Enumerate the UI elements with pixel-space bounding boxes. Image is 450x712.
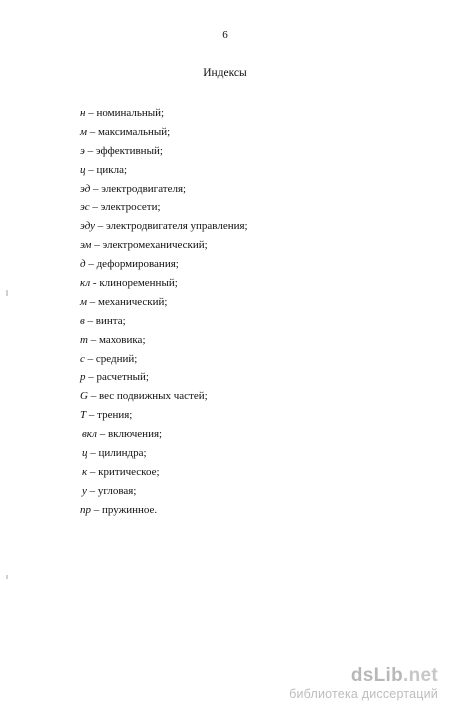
index-symbol: д	[80, 258, 86, 271]
index-description: – электромеханический;	[91, 239, 208, 252]
page-number: 6	[222, 29, 228, 41]
index-item	[80, 123, 380, 142]
index-description: – трения;	[86, 409, 133, 422]
index-symbol: м	[80, 295, 88, 308]
watermark-logo-main: dsLib	[350, 665, 404, 686]
index-item	[80, 217, 380, 236]
watermark-logo-tld: .net	[403, 665, 438, 686]
index-description: – винта;	[84, 314, 126, 327]
index-item	[80, 274, 380, 293]
index-item	[80, 387, 380, 406]
index-description: – цилиндра;	[87, 447, 147, 460]
index-symbol: пр	[80, 503, 91, 516]
index-description: – вес подвижных частей;	[87, 390, 208, 403]
index-symbol: кл	[80, 277, 91, 290]
index-description: – маховика;	[87, 333, 146, 346]
index-symbol: с	[80, 352, 85, 365]
index-item	[80, 501, 380, 520]
index-item	[80, 236, 380, 255]
index-description: – расчетный;	[85, 371, 149, 384]
index-item	[80, 463, 380, 482]
index-symbol: эс	[80, 201, 90, 214]
index-item	[80, 425, 380, 444]
index-symbol: т	[80, 333, 88, 346]
index-list	[80, 104, 380, 520]
index-description: – номинальный;	[85, 107, 165, 119]
index-description: – цикла;	[85, 163, 128, 176]
index-item	[80, 482, 380, 501]
index-symbol: G	[80, 390, 88, 403]
index-symbol: вкл	[82, 428, 97, 441]
index-description: – электросети;	[89, 201, 161, 214]
index-symbol: эд	[80, 182, 91, 195]
index-description: – средний;	[84, 352, 138, 365]
index-item	[80, 368, 380, 387]
index-symbol: ц	[80, 163, 86, 176]
scan-speck	[6, 575, 8, 579]
index-symbol: у	[82, 484, 87, 497]
index-symbol: эду	[80, 220, 96, 233]
index-symbol: э	[80, 144, 85, 157]
watermark-logo	[289, 665, 438, 687]
index-item	[80, 255, 380, 274]
index-item	[80, 331, 380, 350]
index-item	[80, 293, 380, 312]
index-item	[80, 180, 380, 199]
index-description: – максимальный;	[87, 125, 171, 138]
index-description: – пружинное.	[91, 503, 158, 516]
index-symbol: Т	[80, 409, 87, 422]
index-symbol: м	[80, 125, 88, 138]
index-item	[80, 444, 380, 463]
index-item	[80, 312, 380, 331]
index-item	[80, 142, 380, 161]
index-symbol: к	[82, 465, 88, 478]
index-item	[80, 161, 380, 180]
index-description: – электродвигателя;	[90, 182, 187, 195]
index-symbol: р	[80, 371, 86, 384]
watermark-subtitle: библиотека диссертаций	[289, 687, 438, 701]
index-item	[80, 104, 380, 123]
index-symbol: в	[80, 314, 85, 327]
index-item	[80, 350, 380, 369]
index-description: – включения;	[96, 428, 163, 441]
index-description: – угловая;	[86, 484, 137, 497]
index-symbol: ц	[82, 447, 88, 460]
index-description: – электродвигателя управления;	[95, 220, 248, 233]
index-description: – механический;	[87, 295, 168, 308]
page-title: Индексы	[203, 67, 247, 79]
scan-speck	[6, 290, 8, 296]
watermark	[289, 665, 438, 702]
index-item	[80, 406, 380, 425]
index-description: – критическое;	[87, 465, 160, 478]
index-symbol: н	[80, 107, 86, 119]
index-description: - клиноременный;	[90, 277, 178, 290]
index-item	[80, 198, 380, 217]
index-description: – эффективный;	[84, 144, 163, 157]
index-symbol: эм	[80, 239, 92, 252]
index-description: – деформирования;	[85, 258, 179, 271]
